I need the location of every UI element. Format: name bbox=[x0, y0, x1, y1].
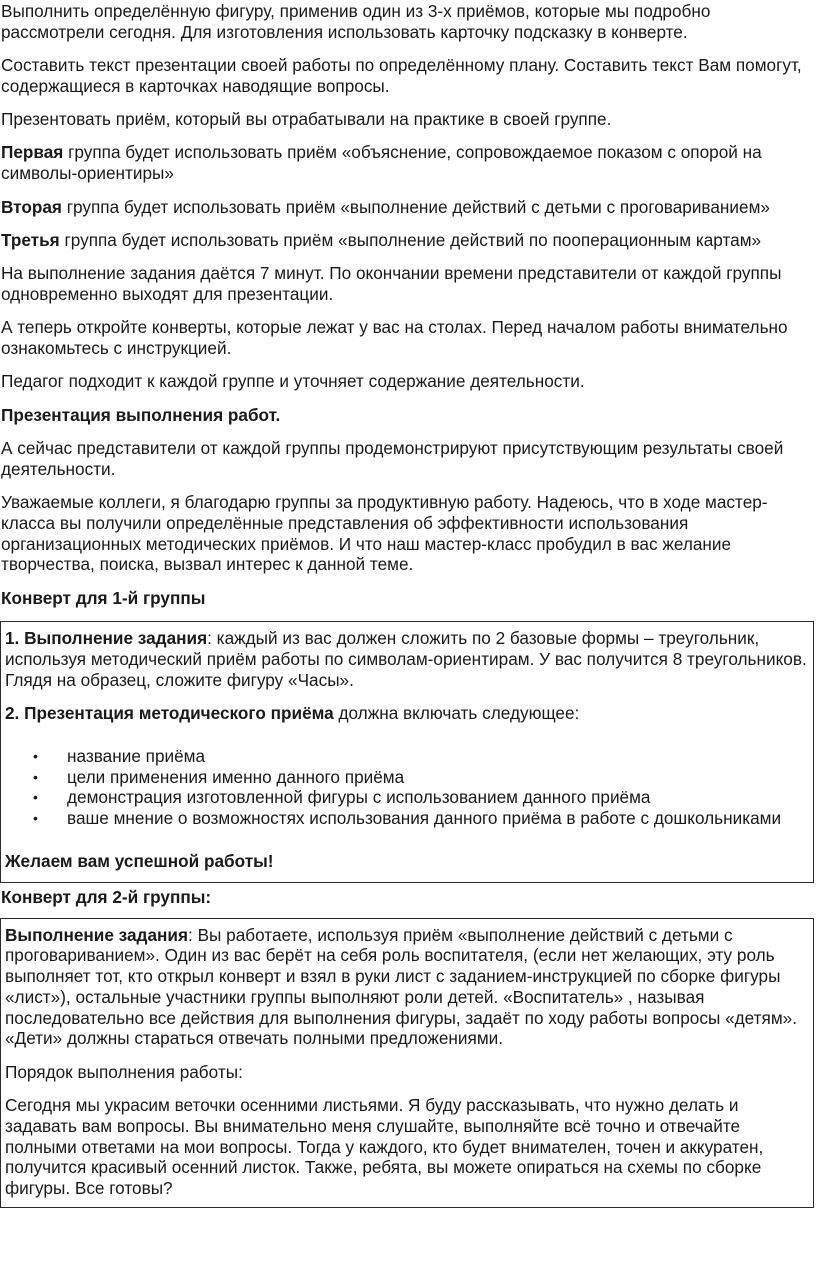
envelope-2-task-label: Выполнение задания bbox=[5, 924, 189, 945]
envelope-1-task-text: : каждый из вас должен сложить по 2 базовые формы – треугольник, используя методический приём работы по символам-ориентирам. У вас получится 8 треугольников. Глядя на образец, сложите фигуру «Часы». bbox=[5, 628, 807, 690]
group-3-label: Третья bbox=[1, 229, 60, 250]
intro-paragraph-2: Составить текст презентации своей работы по определённому плану. Составить текст Вам помогут, содержащиеся в карточках наводящие вопросы. bbox=[1, 55, 802, 96]
bullet-icon: • bbox=[33, 789, 38, 806]
list-item: • цели применения именно данного приёма bbox=[33, 766, 405, 787]
envelope-1-task bbox=[5, 628, 809, 690]
instruction-paragraph-1: На выполнение задания даётся 7 минут. По окончании времени представители от каждой группы одновременно выходят для презентации. bbox=[1, 263, 782, 304]
envelope-1-bullet-list bbox=[5, 746, 809, 829]
group-2-text: группа будет использовать приём «выполнение действий с детьми с проговариванием» bbox=[61, 196, 770, 217]
presentation-paragraph-1: А сейчас представители от каждой группы продемонстрируют присутствующим результаты своей деятельности. bbox=[1, 437, 784, 479]
envelope-1-box bbox=[0, 621, 814, 883]
envelope-1-task-label: 1. Выполнение задания bbox=[5, 628, 208, 649]
list-item: • название приёма bbox=[33, 745, 206, 766]
intro-paragraph-3: Презентовать приём, который вы отрабатывали на практике в своей группе. bbox=[1, 109, 612, 130]
envelope-1-heading: Конверт для 1-й группы bbox=[1, 587, 206, 608]
group-2-label: Вторая bbox=[1, 196, 62, 217]
envelope-2-task-text: : Вы работаете, используя приём «выполнение действий с детьми с проговариванием». Один из вас берёт на себя роль воспитателя, (если нет желающих, эту роль выполняет тот, кто открыл конверт и взял в руки лист с заданием-инструкцией по сборке фигуры «лист»), остальные участники группы выполняют роли детей. «Воспитатель» , называя последовательно все действия для выполнения фигуры, задаёт по ходу работы вопросы «детям». «Дети» должны стараться отвечать полными предложениями. bbox=[5, 924, 797, 1049]
envelope-2-box bbox=[0, 918, 814, 1209]
presentation-paragraph-2: Уважаемые коллеги, я благодарю группы за продуктивную работу. Надеюсь, что в ходе мастер-класса вы получили определённые представления об эффективности использования организационных методических приёмов. И что наш мастер-класс пробудил в вас желание творчества, поиска, вызвал интерес к данной теме. bbox=[1, 492, 768, 575]
envelope-2-heading: Конверт для 2-й группы: bbox=[1, 886, 212, 907]
envelope-2-script: Сегодня мы украсим веточки осенними листьями. Я буду рассказывать, что нужно делать и задавать вам вопросы. Вы внимательно меня слушайте, выполняйте всё точно и отвечайте полными ответами на мои вопросы. Тогда у каждого, кто будет внимателен, точен и аккуратен, получится красивый осенний листок. Также, ребята, вы можете опираться на схемы по сборке фигуры. Все готовы? bbox=[5, 1095, 764, 1199]
instruction-paragraph-2: А теперь откройте конверты, которые лежат у вас на столах. Перед началом работы внимательно ознакомьтесь с инструкцией. bbox=[1, 317, 788, 359]
group-1-text: группа будет использовать приём «объяснение, сопровождаемое показом с опорой на символы-ориентиры» bbox=[1, 142, 762, 184]
envelope-1-presentation-text: должна включать следующее: bbox=[333, 702, 580, 723]
list-item: • ваше мнение о возможностях использования данного приёма в работе с дошкольниками bbox=[33, 808, 782, 829]
group-3-description bbox=[0, 230, 816, 251]
group-2-description bbox=[0, 197, 816, 218]
bullet-icon: • bbox=[33, 810, 38, 827]
presentation-heading: Презентация выполнения работ. bbox=[1, 404, 281, 425]
envelope-1-presentation bbox=[5, 703, 809, 724]
bullet-icon: • bbox=[33, 768, 38, 785]
envelope-2-task bbox=[5, 925, 809, 1050]
envelope-1-closing: Желаем вам успешной работы! bbox=[5, 850, 274, 871]
group-1-description bbox=[0, 142, 816, 184]
envelope-1-presentation-label: 2. Презентация методического приёма bbox=[5, 702, 334, 723]
group-3-text: группа будет использовать приём «выполнение действий по пооперационным картам» bbox=[59, 229, 762, 250]
bullet-icon: • bbox=[33, 747, 38, 764]
intro-paragraph-1: Выполнить определённую фигуру, применив один из 3-х приёмов, которые мы подробно рассмотрели сегодня. Для изготовления использовать карточку подсказку в конверте. bbox=[1, 1, 711, 42]
instruction-paragraph-3: Педагог подходит к каждой группе и уточняет содержание деятельности. bbox=[1, 371, 585, 392]
list-item: • демонстрация изготовленной фигуры с использованием данного приёма bbox=[33, 787, 651, 808]
envelope-2-order: Порядок выполнения работы: bbox=[5, 1061, 243, 1082]
group-1-label: Первая bbox=[1, 142, 64, 163]
